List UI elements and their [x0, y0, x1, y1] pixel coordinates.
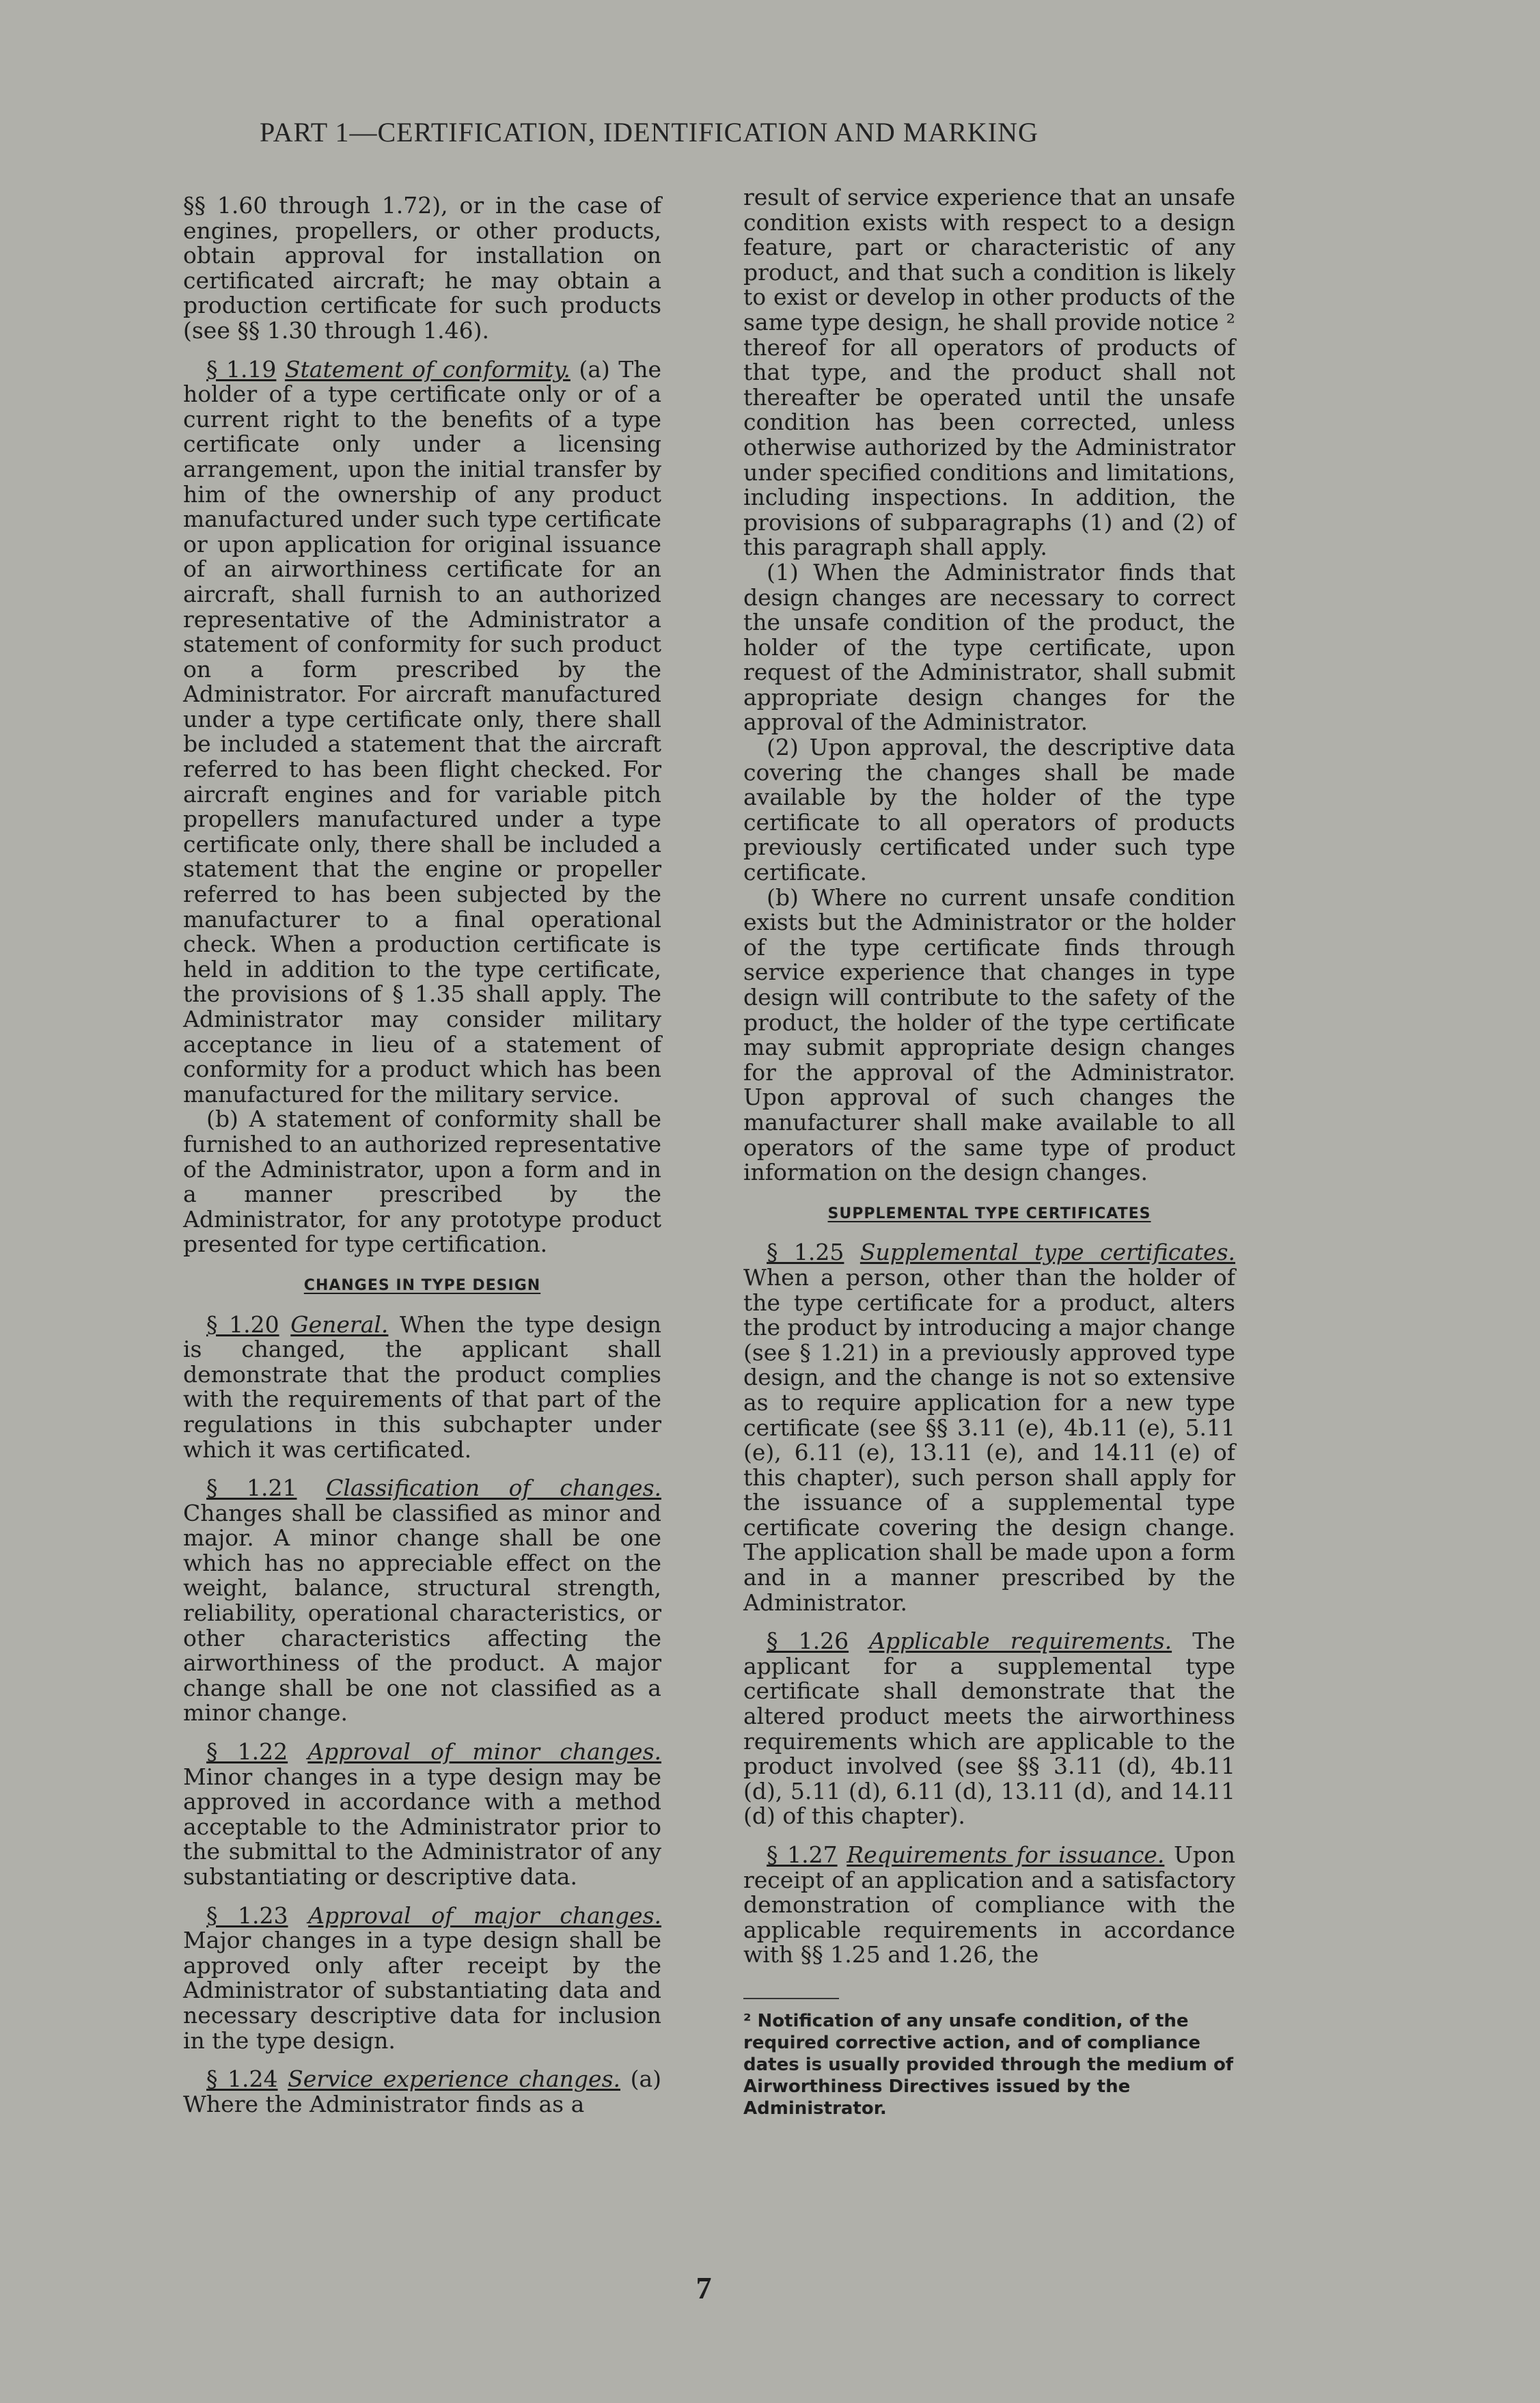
section-title: General.: [290, 1310, 389, 1338]
subparagraph-2: (2) Upon approval, the descriptive data covering the changes shall be made available by the holder of the type certificate to all operators of products previously certificated under such type certificate.: [743, 734, 1235, 886]
section-1-20: [183, 1310, 662, 1463]
page-number: 7: [696, 2270, 712, 2305]
section-title: Approval of major changes.: [308, 1901, 661, 1929]
footnote: ² Notification of any unsafe condition, of the required corrective action, and of compliance dates is usually provided through the medium of Airworthiness Directives issued by the Administrator.: [743, 2010, 1234, 2119]
section-symbol: § 1.27: [767, 1841, 838, 1868]
section-1-21: [183, 1476, 661, 1726]
section-text: Minor changes in a type design may be approved in accordance with a method acceptable to the Administrator prior to the submittal to the Administrator of any substantiating or descriptive data.: [183, 1763, 661, 1890]
section-1-24: [183, 2067, 661, 2117]
section-symbol: § 1.22: [206, 1738, 288, 1766]
section-1-19: [183, 357, 661, 1108]
left-column: [183, 193, 661, 2117]
section-symbol: § 1.19: [206, 355, 277, 383]
continued-paragraph: result of service experience that an unsafe condition exists with respect to a design feature, part or characteristic of any product, and that such a condition is likely to exist or develop in other products of the same type design, he shall provide notice ² thereof for all operators of products of that type, and the product shall not thereafter be operated until the unsafe condition has been corrected, unless otherwise authorized by the Administrator under specified conditions and limitations, including inspections. In addition, the provisions of subparagraphs (1) and (2) of this paragraph shall apply.: [743, 184, 1235, 561]
subparagraph-1: (1) When the Administrator finds that design changes are necessary to correct the unsafe condition of the product, the holder of the type certificate, upon request of the Administrator, shall submit appropriate design changes for the approval of the Administrator.: [743, 558, 1235, 736]
section-1-23: [183, 1901, 661, 2054]
footnote-divider: [743, 1998, 839, 1999]
section-symbol: § 1.24: [206, 2065, 278, 2093]
section-1-26: [743, 1629, 1235, 1829]
section-1-22: [183, 1740, 661, 1890]
section-text: Major changes in a type design shall be approved only after receipt by the Administrator of substantiating data and necessary descriptive data for inclusion in the type design.: [183, 1927, 661, 2054]
section-title: Requirements for issuance.: [847, 1841, 1165, 1868]
section-heading: CHANGES IN TYPE DESIGN: [303, 1276, 541, 1294]
section-1-27: [743, 1843, 1235, 1968]
section-title: Supplemental type certificates.: [860, 1239, 1235, 1266]
section-text: The applicant for a supplemental type certificate shall demonstrate that the altered product meets the airworthiness requirements which are applicable to the product involved (see §§ 3.11 (d), 4b.11 (d), 5.11 (d), 6.11 (d), 13.11 (d), and 14.11 (d) of this chapter).: [743, 1628, 1235, 1830]
section-text: When a person, other than the holder of the type certificate for a product, alters the product by introducing a major change (see § 1.21) in a previously approved type design, and the change is not so extensive as to require application for a new type certificate (see §§ 3.11 (e), 4b.11 (e), 5.11 (e), 6.11 (e), 13.11 (e), and 14.11 (e) of this chapter), such person shall apply for the issuance of a supplemental type certificate covering the design change. The application shall be made upon a form and in a manner prescribed by the Administrator.: [743, 1263, 1235, 1616]
section-text: When the type design is changed, the applicant shall demonstrate that the product complies with the requirements of that part of the regulations in this subchapter under which it was certificated.: [183, 1310, 662, 1463]
right-column: [743, 185, 1235, 2119]
section-title: Statement of conformity.: [284, 355, 570, 383]
section-text: Changes shall be classified as minor and major. A minor change shall be one which has no appreciable effect on the weight, balance, structural strength, reliability, operational characteristics, or other characteristics affecting the airworthiness of the product. A major change shall be one not classified as a minor change.: [183, 1499, 661, 1727]
page-header: PART 1—CERTIFICATION, IDENTIFICATION AND MARKING: [260, 117, 1039, 148]
paragraph-b: (b) Where no current unsafe condition exists but the Administrator or the holder of the type certificate finds through service experience that changes in type design will contribute to the safety of the product, the holder of the type certificate may submit appropriate design changes for the approval of the Administrator. Upon approval of such changes the manufacturer shall make available to all operators of the same type of product information on the design changes.: [743, 883, 1235, 1186]
section-title: Approval of minor changes.: [307, 1738, 661, 1766]
section-symbol: § 1.21: [206, 1474, 297, 1502]
section-title: Applicable requirements.: [869, 1628, 1172, 1655]
section-symbol: § 1.23: [206, 1901, 288, 1929]
section-symbol: § 1.20: [206, 1310, 279, 1338]
continued-paragraph: §§ 1.60 through 1.72), or in the case of engines, propellers, or other products, obtain approval for installation on certificated aircraft; he may obtain a production certificate for such products (see §§ 1.30 through 1.46).: [183, 192, 661, 344]
section-1-25: [743, 1240, 1235, 1615]
section-text: (a) Where the Administrator finds as a: [183, 2065, 661, 2117]
section-title: Classification of changes.: [326, 1474, 661, 1502]
section-text: Upon receipt of an application and a satisfactory demonstration of compliance with the applicable requirements in accordance with §§ 1.25 and 1.26, the: [743, 1841, 1236, 1968]
section-text: (a) The holder of a type certificate only or of a current right to the benefits of a type certificate only under a licensing arrangement, upon the initial transfer by him of the ownership of any product manufactured under such type certificate or upon application for original issuance of an airworthiness certificate for an aircraft, shall furnish to an authorized representative of the Administrator a statement of conformity for such product on a form prescribed by the Administrator. For aircraft manufactured under a type certificate only, there shall be included a statement that the aircraft referred to has been flight checked. For aircraft engines and for variable pitch propellers manufactured under a type certificate only, there shall be included a statement that the engine or propeller referred to has been subjected by the manufacturer to a final operational check. When a production certificate is held in addition to the type certificate, the provisions of § 1.35 shall apply. The Administrator may consider military acceptance in lieu of a statement of conformity for a product which has been manufactured for the military service.: [183, 355, 662, 1108]
section-title: Service experience changes.: [288, 2065, 621, 2093]
section-heading: SUPPLEMENTAL TYPE CERTIFICATES: [827, 1205, 1151, 1222]
section-symbol: § 1.26: [767, 1628, 849, 1655]
section-symbol: § 1.25: [767, 1239, 844, 1266]
section-1-19-b: (b) A statement of conformity shall be furnished to an authorized representative of the Administrator, upon a form and in a manner prescribed by the Administrator, for any prototype product presented for type certification.: [183, 1106, 661, 1258]
